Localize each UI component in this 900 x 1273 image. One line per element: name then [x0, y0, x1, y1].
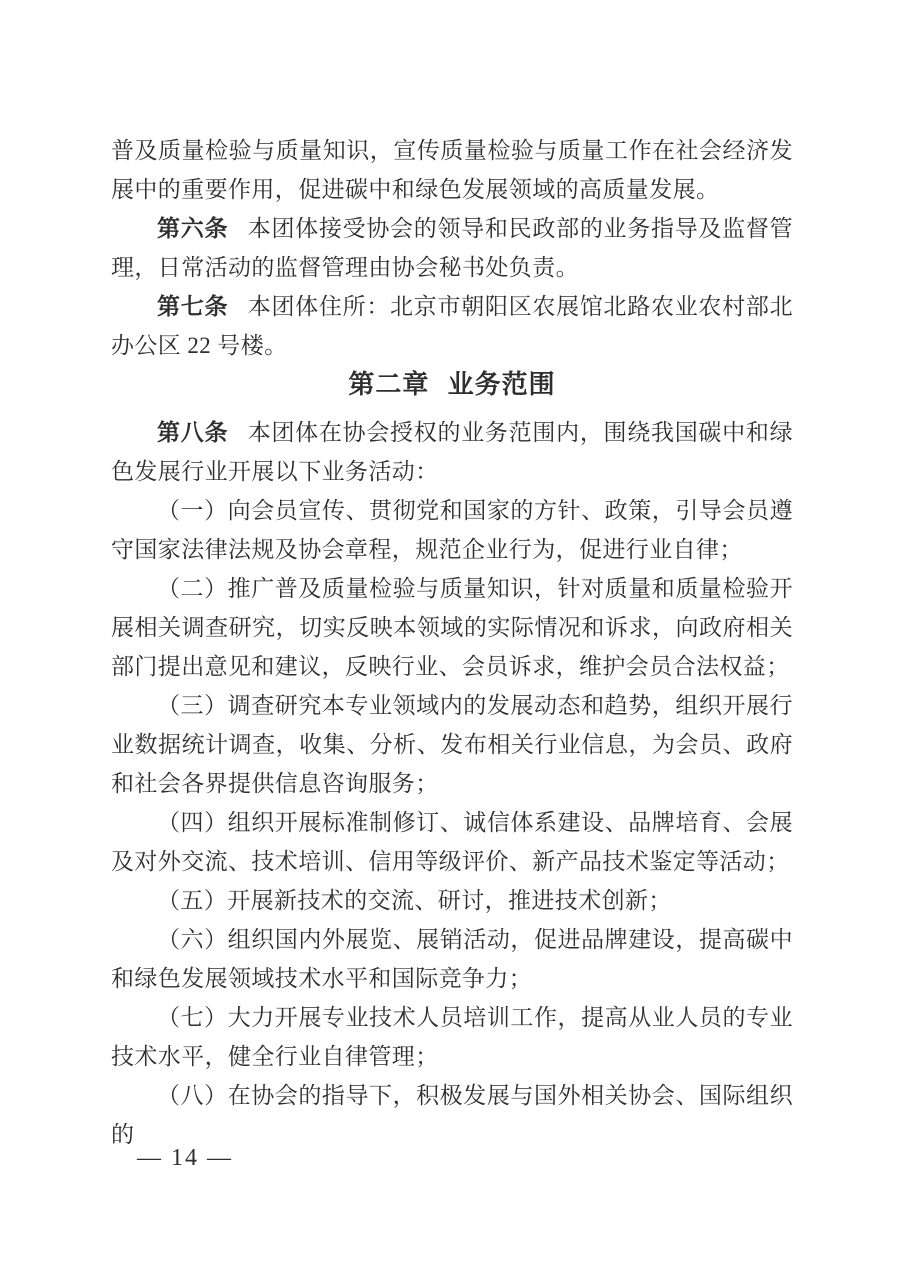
paragraph-text: 本团体住所：北京市朝阳区农展馆北路农业农村部北办公区 22 号楼。 [111, 294, 793, 358]
paragraph-text: （七）大力开展专业技术人员培训工作，提高从业人员的专业技术水平，健全行业自律管理； [111, 1005, 793, 1069]
list-item-6 [111, 920, 793, 998]
chapter-title: 业务范围 [447, 369, 556, 399]
article-paragraph-6 [111, 209, 793, 287]
paragraph-text: （五）开展新技术的交流、研讨，推进技术创新； [157, 888, 672, 913]
paragraph-text: （三）调查研究本专业领域内的发展动态和趋势，组织开展行业数据统计调查，收集、分析、发布相关行业信息，为会员、政府和社会各界提供信息咨询服务； [111, 693, 793, 796]
paragraph-text: 本团体接受协会的领导和民政部的业务指导及监督管理，日常活动的监督管理由协会秘书处负责。 [111, 216, 793, 280]
paragraph-continuation [111, 131, 793, 209]
paragraph-text: （一）向会员宣传、贯彻党和国家的方针、政策，引导会员遵守国家法律法规及协会章程，规范企业行为，促进行业自律； [111, 498, 793, 562]
list-item-1 [111, 491, 793, 569]
paragraph-text: （二）推广普及质量检验与质量知识，针对质量和质量检验开展相关调查研究，切实反映本领域的实际情况和诉求，向政府相关部门提出意见和建议，反映行业、会员诉求，维护会员合法权益； [111, 576, 793, 679]
article-paragraph-8 [111, 413, 793, 491]
page-number: — 14 — [137, 1145, 233, 1171]
paragraph-text: （八）在协会的指导下，积极发展与国外相关协会、国际组织的 [111, 1083, 793, 1147]
paragraph-text: 本团体在协会授权的业务范围内，围绕我国碳中和绿色发展行业开展以下业务活动： [111, 420, 793, 484]
paragraph-text: （四）组织开展标准制修订、诚信体系建设、品牌培育、会展及对外交流、技术培训、信用等级评价、新产品技术鉴定等活动； [111, 810, 793, 874]
list-item-8 [111, 1076, 793, 1154]
list-item-5 [111, 881, 793, 920]
list-item-7 [111, 998, 793, 1076]
list-item-2 [111, 569, 793, 686]
document-body [111, 131, 793, 1154]
list-item-4 [111, 803, 793, 881]
article-paragraph-7 [111, 287, 793, 365]
list-item-3 [111, 686, 793, 803]
article-number-label: 第七条 [157, 294, 229, 319]
paragraph-text: （六）组织国内外展览、展销活动，促进品牌建设，提高碳中和绿色发展领域技术水平和国际竞争力； [111, 927, 793, 991]
chapter-heading [111, 365, 793, 404]
paragraph-text: 普及质量检验与质量知识，宣传质量检验与质量工作在社会经济发展中的重要作用，促进碳中和绿色发展领域的高质量发展。 [111, 138, 793, 202]
article-number-label: 第八条 [157, 420, 229, 445]
chapter-number: 第二章 [348, 369, 430, 399]
article-number-label: 第六条 [157, 216, 229, 241]
